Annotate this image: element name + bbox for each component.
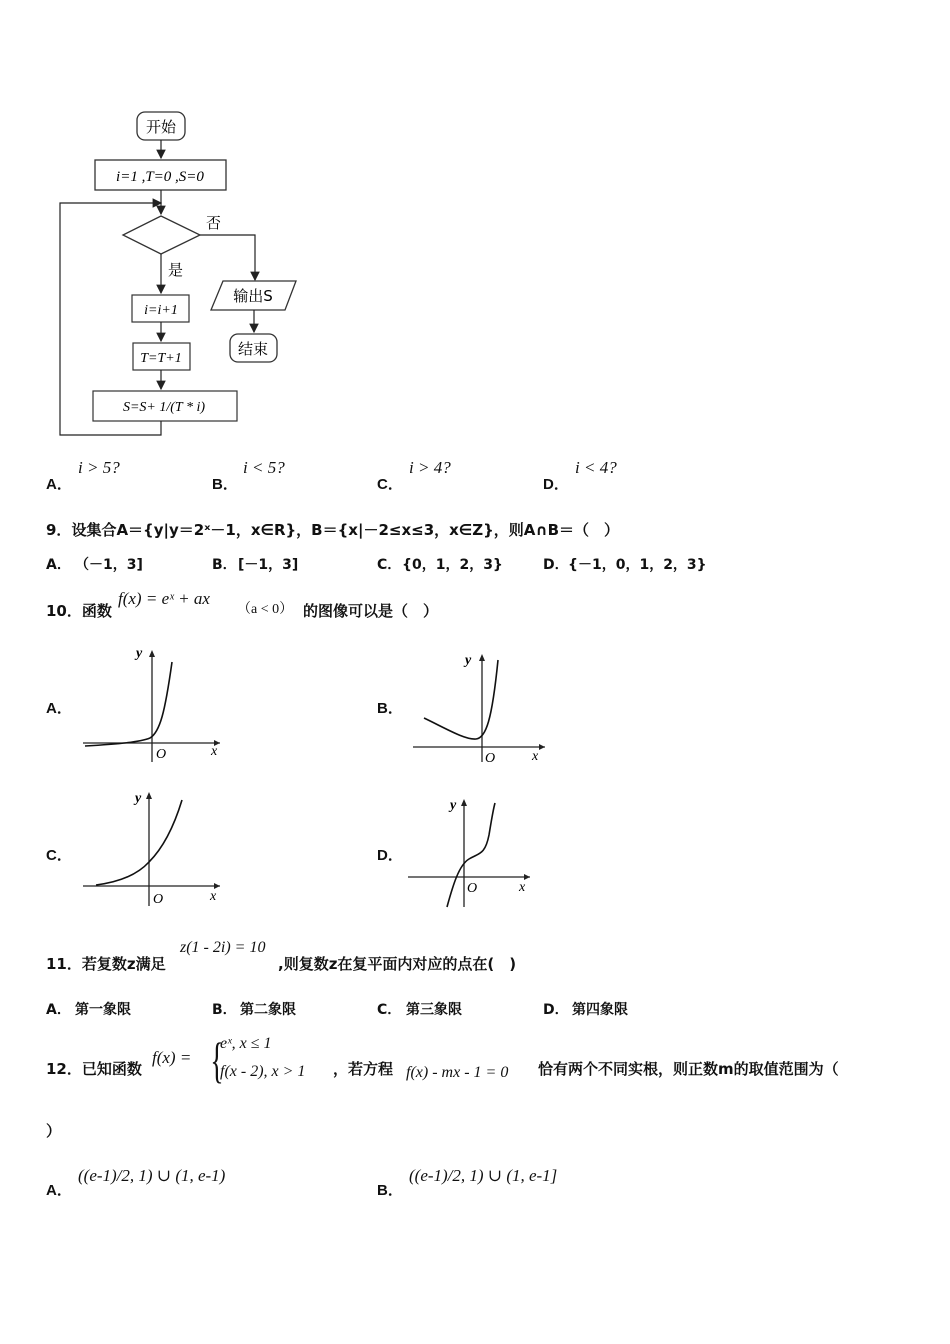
q9-option-d-label: D． [543, 557, 569, 573]
q8-option-b-label: B． [212, 476, 238, 493]
flow-output-text: 输出S [233, 287, 273, 305]
q10-suffix: 的图像可以是（ ） [303, 602, 439, 620]
q9-text: 设集合A＝{y|y＝2ˣ－1，x∈R}，B＝{x|－2≤x≤3，x∈Z}，则A∩B＝（ ） [71, 521, 620, 539]
q10-graph-c-x: x [210, 889, 217, 904]
q12-equation: f(x) - mx - 1 = 0 [406, 1064, 509, 1081]
q10-graph-b-x: x [532, 749, 539, 764]
q11-prefix: 若复数z满足 [81, 955, 166, 973]
q11-option-c-label: C． [377, 1002, 402, 1018]
q9-option-c-label: C． [377, 557, 402, 573]
q10-graph-d-y: y [450, 798, 457, 813]
q12-case-1: eˣ, x ≤ 1 [220, 1035, 272, 1052]
q9-option-b-label: B． [212, 557, 237, 573]
q9-stem [46, 519, 619, 540]
q10-graph-a-x: x [211, 744, 218, 759]
q12-prefix: 已知函数 [81, 1060, 142, 1078]
q9-option-a-value: （－1，3] [75, 557, 143, 573]
q11-formula: z(1 - 2i) = 10 [180, 939, 266, 956]
q10-condition: （a < 0） [237, 602, 294, 617]
q8-option-c-label: C． [377, 476, 403, 493]
q10-number: 10． [46, 602, 82, 620]
q11-number: 11． [46, 955, 82, 973]
q10-graph-d-label: D． [377, 847, 403, 864]
q11-option-b-value: 第二象限 [240, 1002, 296, 1018]
flow-start-text: 开始 [145, 118, 177, 136]
q10-stem [46, 600, 112, 621]
flowchart [40, 100, 320, 445]
flow-condition-diamond [123, 216, 200, 254]
q12-mid: ，若方程 [333, 1060, 394, 1078]
q9-option-a-label: A． [46, 557, 71, 573]
q11-option-b-label: B． [212, 1002, 237, 1018]
q12-suffix: 恰有两个不同实根，则正数m的取值范围为（ [538, 1060, 839, 1078]
q10-graph-b-origin: O [485, 751, 496, 766]
q12-stem [46, 1058, 142, 1079]
q11-option-d-value: 第四象限 [572, 1002, 628, 1018]
q10-graph-c-label: C． [46, 847, 72, 864]
q12-brace: { [210, 1032, 224, 1088]
q12-option-a-label: A． [46, 1182, 72, 1199]
q10-graph-a [80, 642, 230, 767]
q10-graph-a-label: A． [46, 700, 72, 717]
q11-option-d-label: D． [543, 1002, 569, 1018]
flow-no-label: 否 [206, 214, 222, 232]
q12-number: 12． [46, 1060, 82, 1078]
q8-option-a-label: A． [46, 476, 72, 493]
flow-step1-text: i=i+1 [144, 303, 178, 318]
q10-graph-c-y: y [135, 791, 142, 806]
flow-step3-text: S=S+ 1/(T * i) [122, 400, 206, 415]
q12-option-b-value: ((e-1)/2, 1) ∪ (1, e-1] [409, 1166, 558, 1185]
q12-fx: f(x) = [152, 1048, 192, 1067]
q10-graph-a-origin: O [156, 747, 167, 762]
q9-option-d-value: {－1，0，1，2，3} [568, 557, 707, 573]
q9-number: 9． [46, 521, 72, 539]
flow-init-text: i=1 ,T=0 ,S=0 [116, 169, 204, 185]
q8-option-d-value: i < 4? [575, 458, 617, 477]
q10-prefix: 函数 [81, 602, 112, 620]
q12-case-2: f(x - 2), x > 1 [220, 1063, 306, 1080]
q10-graph-b-y: y [465, 653, 472, 668]
q8-option-b-value: i < 5? [243, 458, 285, 477]
q8-option-c-value: i > 4? [409, 458, 451, 477]
q10-graph-d-x: x [519, 880, 526, 895]
q12-option-b-label: B． [377, 1182, 403, 1199]
q8-option-a-value: i > 5? [78, 458, 120, 477]
q12-option-a-value: ((e-1)/2, 1) ∪ (1, e-1) [78, 1166, 226, 1185]
q11-stem [46, 953, 166, 974]
q10-graph-b-label: B． [377, 700, 403, 717]
flow-end-text: 结束 [237, 340, 269, 358]
flow-yes-label: 是 [168, 261, 184, 279]
q11-option-a-label: A． [46, 1002, 71, 1018]
q10-graph-c [80, 788, 230, 908]
q11-suffix: ,则复数z在复平面内对应的点在( ) [278, 955, 517, 973]
q8-option-d-label: D． [543, 476, 569, 493]
q9-option-b-value: [－1，3] [238, 557, 299, 573]
q10-graph-b [410, 650, 560, 770]
q10-graph-d-origin: O [467, 881, 478, 896]
q10-formula: f(x) = eˣ + ax [118, 589, 210, 608]
q10-graph-d [405, 795, 540, 910]
q12-close: ） [46, 1122, 62, 1140]
q10-graph-c-origin: O [153, 892, 164, 907]
q11-option-c-value: 第三象限 [406, 1002, 462, 1018]
q9-option-c-value: {0，1，2，3} [402, 557, 503, 573]
q10-graph-a-y: y [136, 646, 143, 661]
q11-option-a-value: 第一象限 [75, 1002, 131, 1018]
flow-step2-text: T=T+1 [140, 351, 182, 366]
